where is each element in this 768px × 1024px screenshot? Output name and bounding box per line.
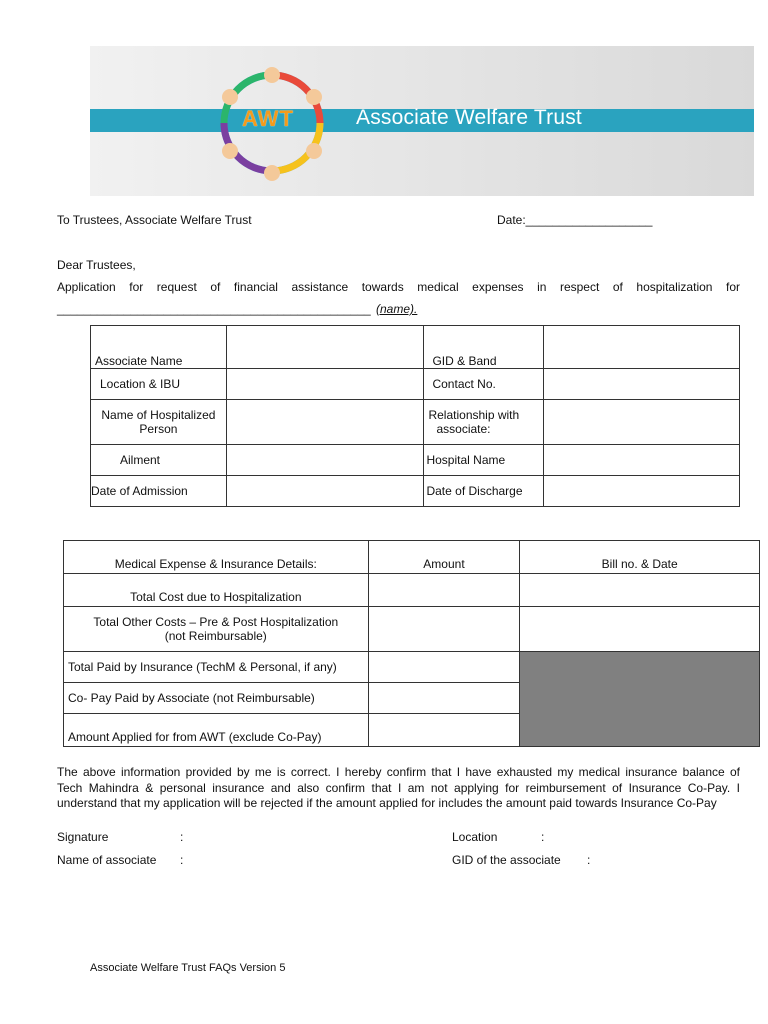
- header-details: Medical Expense & Insurance Details:: [64, 541, 369, 574]
- label-ailment: Ailment: [91, 445, 227, 476]
- label-admission: Date of Admission: [91, 476, 227, 507]
- name-blank[interactable]: _______________________________________________: [57, 302, 371, 316]
- row-other-costs: [64, 607, 369, 652]
- row-other-costs-line1: Total Other Costs – Pre & Post Hospitalization: [93, 615, 339, 629]
- table-row: [64, 607, 760, 652]
- row-other-costs-line2: (not Reimbursable): [164, 629, 267, 643]
- amount-total-cost[interactable]: [368, 574, 520, 607]
- table-row: [91, 400, 740, 445]
- input-location-ibu[interactable]: [226, 369, 424, 400]
- label-hospitalized-person: [91, 400, 227, 445]
- label-contact: Contact No.: [424, 369, 544, 400]
- table-row: [64, 574, 760, 607]
- amount-copay[interactable]: [368, 683, 520, 714]
- input-gid-band[interactable]: [544, 326, 740, 369]
- date-field[interactable]: Date:___________________: [497, 213, 653, 227]
- table-row: [91, 326, 740, 369]
- table-row: [64, 652, 760, 683]
- banner: [90, 46, 754, 196]
- input-ailment[interactable]: [226, 445, 424, 476]
- location-colon: :: [541, 830, 545, 844]
- footer: Associate Welfare Trust FAQs Version 5: [90, 962, 286, 974]
- bill-other-costs[interactable]: [520, 607, 760, 652]
- gid-colon: :: [587, 853, 591, 867]
- declaration-line1: The above information provided by me is correct. I hereby confirm that I have exhausted my medical insurance balance of: [57, 765, 740, 779]
- input-discharge[interactable]: [544, 476, 740, 507]
- banner-title: Associate Welfare Trust: [356, 106, 582, 129]
- label-hospitalized-person-line2: Person: [139, 422, 178, 436]
- name-hint: (name).: [376, 302, 418, 316]
- row-copay: Co- Pay Paid by Associate (not Reimbursable): [64, 683, 369, 714]
- declaration-line3: understand that my application will be rejected if the amount applied for includes the amount paid towards Insurance Co-Pay: [57, 796, 717, 810]
- label-gid-band: GID & Band: [424, 326, 544, 369]
- input-associate-name[interactable]: [226, 326, 424, 369]
- header-amount: Amount: [368, 541, 520, 574]
- amount-paid-insurance[interactable]: [368, 652, 520, 683]
- label-associate-name: Associate Name: [91, 326, 227, 369]
- addressee: To Trustees, Associate Welfare Trust: [57, 213, 252, 227]
- signature-colon: :: [180, 830, 184, 844]
- label-hospitalized-person-line1: Name of Hospitalized: [101, 408, 216, 422]
- label-relationship: [424, 400, 544, 445]
- input-hospitalized-person[interactable]: [226, 400, 424, 445]
- signature-label: Signature: [57, 830, 109, 844]
- application-line: Application for request of financial assistance towards medical expenses in respect of hospitalization for: [57, 280, 740, 294]
- header-bill: Bill no. & Date: [520, 541, 760, 574]
- input-admission[interactable]: [226, 476, 424, 507]
- gid-label: GID of the associate: [452, 853, 561, 867]
- label-location-ibu: Location & IBU: [91, 369, 227, 400]
- input-relationship[interactable]: [544, 400, 740, 445]
- input-contact[interactable]: [544, 369, 740, 400]
- table-row: [91, 369, 740, 400]
- declaration: [57, 765, 740, 812]
- shaded-bill-area: [520, 652, 760, 747]
- label-relationship-line2: associate:: [436, 422, 491, 436]
- label-discharge: Date of Discharge: [424, 476, 544, 507]
- row-paid-insurance: Total Paid by Insurance (TechM & Personal, if any): [64, 652, 369, 683]
- name-blank-line[interactable]: [57, 302, 417, 316]
- row-amount-applied: Amount Applied for from AWT (exclude Co-Pay): [64, 714, 369, 747]
- location-label: Location: [452, 830, 498, 844]
- amount-other-costs[interactable]: [368, 607, 520, 652]
- logo-text: AWT: [242, 106, 294, 131]
- amount-applied[interactable]: [368, 714, 520, 747]
- input-hospital-name[interactable]: [544, 445, 740, 476]
- expense-table: [63, 540, 760, 747]
- row-total-cost: Total Cost due to Hospitalization: [64, 574, 369, 607]
- label-hospital-name: Hospital Name: [424, 445, 544, 476]
- bill-total-cost[interactable]: [520, 574, 760, 607]
- table-row: [91, 445, 740, 476]
- table-row: [91, 476, 740, 507]
- associate-name-colon: :: [180, 853, 184, 867]
- table-header-row: [64, 541, 760, 574]
- declaration-line2: Tech Mahindra & personal insurance and also confirm that I am not applying for reimbursement of Insurance Co-Pay. I: [57, 780, 740, 795]
- greeting: Dear Trustees,: [57, 258, 136, 272]
- associate-name-label: Name of associate: [57, 853, 157, 867]
- label-relationship-line1: Relationship with: [428, 408, 520, 422]
- associate-details-table: [90, 325, 740, 507]
